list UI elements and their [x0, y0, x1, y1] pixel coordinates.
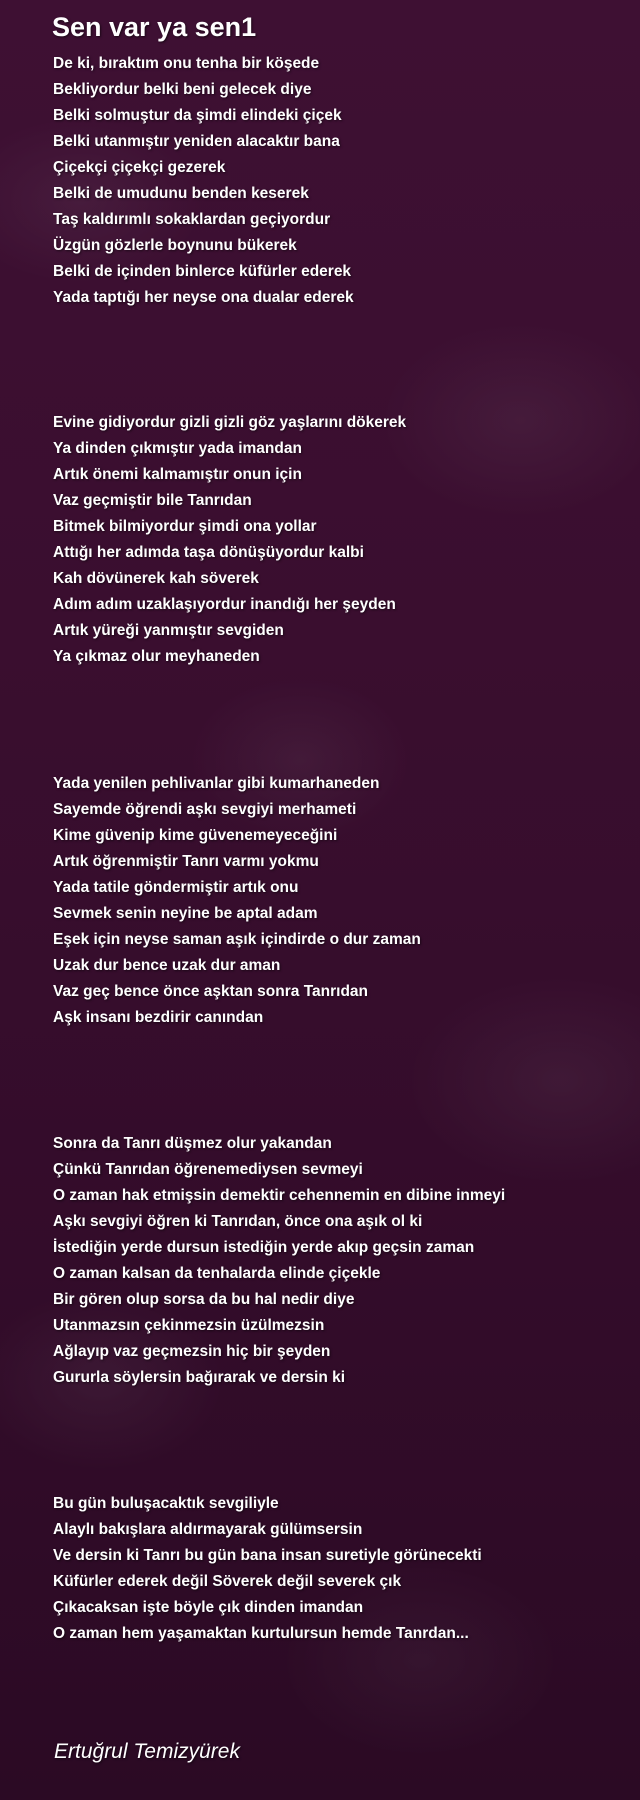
poem-line: Bu gün buluşacaktık sevgiliyle — [53, 1495, 279, 1512]
poem-line: Aşk insanı bezdirir canından — [53, 1009, 264, 1026]
poem-line: O zaman kalsan da tenhalarda elinde çiçekle — [53, 1265, 381, 1282]
poem-line: Belki utanmıştır yeniden alacaktır bana — [53, 133, 340, 150]
poem-line: Ve dersin ki Tanrı bu gün bana insan suretiyle görünecekti — [53, 1547, 482, 1564]
poem-line: Sayemde öğrendi aşkı sevgiyi merhameti — [53, 801, 357, 818]
poem-line: Bir gören olup sorsa da bu hal nedir diye — [53, 1291, 355, 1308]
poem-line: İstediğin yerde dursun istediğin yerde akıp geçsin zaman — [53, 1239, 475, 1256]
poem-line: Utanmazsın çekinmezsin üzülmezsin — [53, 1317, 325, 1334]
poem-line: Adım adım uzaklaşıyordur inandığı her şeyden — [53, 596, 396, 613]
poem-line: Ağlayıp vaz geçmezsin hiç bir şeyden — [53, 1343, 331, 1360]
poem-line: Kime güvenip kime güvenemeyeceğini — [53, 827, 338, 844]
poem-line: Belki solmuştur da şimdi elindeki çiçek — [53, 107, 342, 124]
poem-line: Ya çıkmaz olur meyhaneden — [53, 648, 260, 665]
poem-line: Çıkacaksan işte böyle çık dinden imandan — [53, 1599, 364, 1616]
poem-line: Ya dinden çıkmıştır yada imandan — [53, 440, 302, 457]
poem-line: Evine gidiyordur gizli gizli göz yaşlarını dökerek — [53, 414, 407, 431]
poem-line: Yada tatile göndermiştir artık onu — [53, 879, 299, 896]
poem-line: Gururla söylersin bağırarak ve dersin ki — [53, 1369, 346, 1386]
poem-line: Bitmek bilmiyordur şimdi ona yollar — [53, 518, 317, 535]
poem-line: Alaylı bakışlara aldırmayarak gülümsersin — [53, 1521, 363, 1538]
poem-line: Yada taptığı her neyse ona dualar ederek — [53, 289, 354, 306]
poem-line: Uzak dur bence uzak dur aman — [53, 957, 281, 974]
poem-line: Vaz geçmiştir bile Tanrıdan — [53, 492, 252, 509]
poem-line: Artık önemi kalmamıştır onun için — [53, 466, 302, 483]
poem-line: Belki de umudunu benden keserek — [53, 185, 309, 202]
poem-line: Eşek için neyse saman aşık içindirde o dur zaman — [53, 931, 421, 948]
poem-line: Bekliyordur belki beni gelecek diye — [53, 81, 312, 98]
poem-line: Artık öğrenmiştir Tanrı varmı yokmu — [53, 853, 319, 870]
poem-line: Aşkı sevgiyi öğren ki Tanrıdan, önce ona aşık ol ki — [53, 1213, 423, 1230]
poem-title: Sen var ya sen1 — [52, 12, 257, 42]
poem-line: Attığı her adımda taşa dönüşüyordur kalbi — [53, 544, 364, 561]
poem-line: Sevmek senin neyine be aptal adam — [53, 905, 318, 922]
poem-line: Vaz geç bence önce aşktan sonra Tanrıdan — [53, 983, 368, 1000]
poem-line: Taş kaldırımlı sokaklardan geçiyordur — [53, 211, 331, 228]
poem-line: Sonra da Tanrı düşmez olur yakandan — [53, 1135, 332, 1152]
poem-line: O zaman hak etmişsin demektir cehennemin en dibine inmeyi — [53, 1187, 506, 1204]
poem-line: Çünkü Tanrıdan öğrenemediysen sevmeyi — [53, 1161, 363, 1178]
stanza-4 — [53, 1131, 613, 1391]
author-signature: Ertuğrul Temizyürek — [54, 1740, 240, 1763]
stanza-2 — [53, 410, 613, 670]
poem-line: Kah dövünerek kah söverek — [53, 570, 259, 587]
poem-line: De ki, bıraktım onu tenha bir köşede — [53, 55, 320, 72]
stanza-5 — [53, 1491, 613, 1647]
poem-line: Küfürler ederek değil Söverek değil severek çık — [53, 1573, 402, 1590]
stanza-3 — [53, 771, 613, 1031]
poem-line: Yada yenilen pehlivanlar gibi kumarhaneden — [53, 775, 380, 792]
stanza-1 — [53, 51, 613, 311]
poem-line: Belki de içinden binlerce küfürler ederek — [53, 263, 352, 280]
poem-line: Çiçekçi çiçekçi gezerek — [53, 159, 226, 176]
poem-line: Üzgün gözlerle boynunu bükerek — [53, 237, 297, 254]
poem-line: O zaman hem yaşamaktan kurtulursun hemde Tanrdan... — [53, 1625, 469, 1642]
poem-line: Artık yüreği yanmıştır sevgiden — [53, 622, 284, 639]
